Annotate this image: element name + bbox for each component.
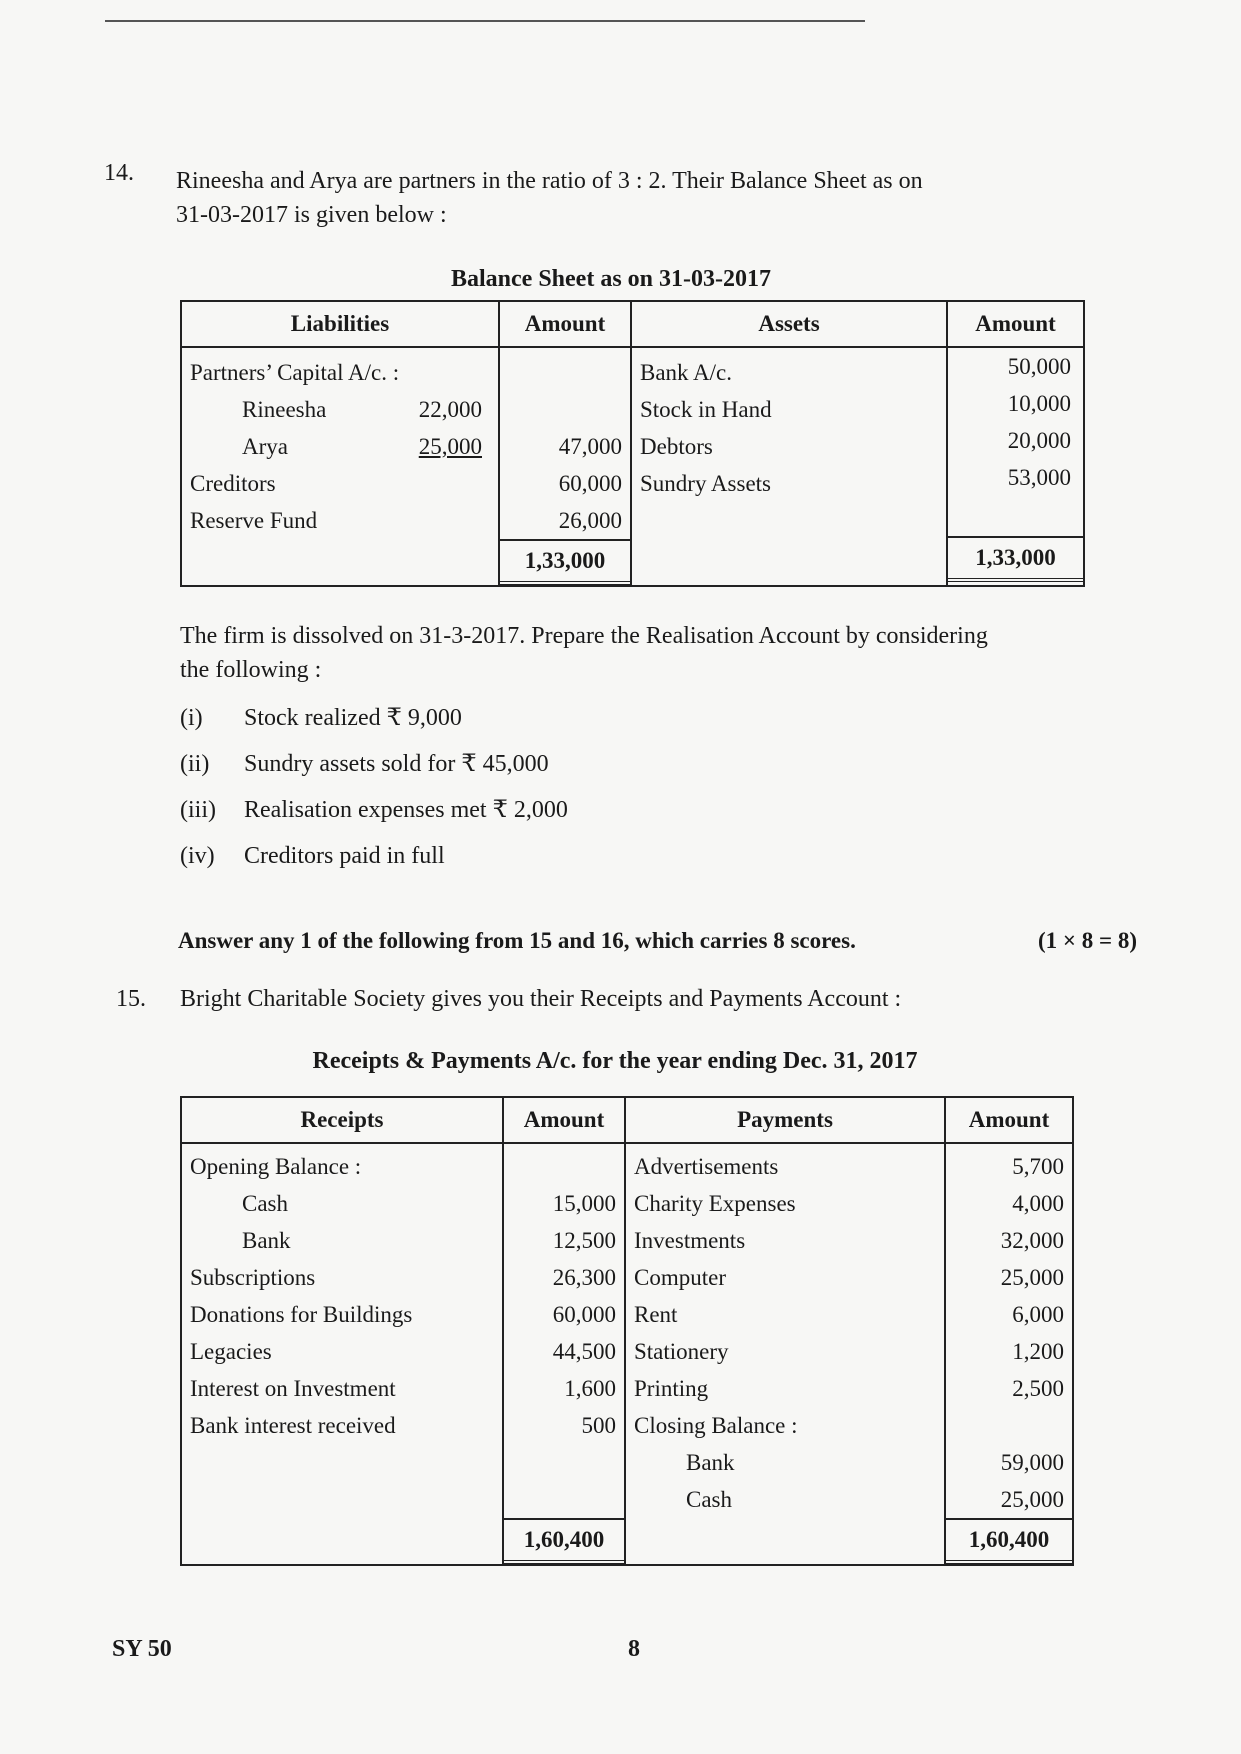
asset-amount: 53,000 <box>1007 465 1071 490</box>
item-text: Realisation expenses met ₹ 2,000 <box>244 797 568 823</box>
section-marks: (1 × 8 = 8) <box>1038 928 1138 953</box>
capital-label: Partners’ Capital A/c. : <box>190 360 400 385</box>
balance-sheet-caption: Balance Sheet as on 31-03-2017 <box>451 266 771 292</box>
receipt-name: Interest on Investment <box>190 1376 396 1401</box>
receipt-amount: 1,600 <box>564 1376 616 1401</box>
receipt-name: Opening Balance : <box>190 1154 362 1179</box>
header-payments: Payments <box>625 1097 945 1143</box>
blank-cell <box>190 539 490 585</box>
header-amount: Amount <box>503 1097 625 1143</box>
q14-task-line1: The firm is dissolved on 31-3-2017. Prepare the Realisation Account by considering <box>180 623 988 649</box>
payment-amount: 25,000 <box>1000 1265 1064 1290</box>
payment-name: Charity Expenses <box>634 1191 796 1216</box>
receipt-name: Cash <box>242 1191 288 1216</box>
payment-amount <box>946 1407 1072 1444</box>
receipt-amount: 15,000 <box>552 1191 616 1216</box>
item-text: Sundry assets sold for ₹ 45,000 <box>244 751 549 777</box>
receipt-amount <box>504 1148 624 1185</box>
receipt-name: Subscriptions <box>190 1265 316 1290</box>
partner-arya <box>190 428 490 465</box>
question-14-number: 14. <box>104 160 134 186</box>
balance-sheet-table <box>180 300 1085 587</box>
balance-sheet-header-row <box>181 301 1084 347</box>
receipt-amount: 500 <box>581 1413 616 1438</box>
item-text: Creditors paid in full <box>244 843 445 869</box>
header-amount: Amount <box>945 1097 1073 1143</box>
payment-amount: 59,000 <box>1000 1450 1064 1475</box>
header-amount: Amount <box>947 301 1084 347</box>
partner-rineesha <box>190 391 490 428</box>
payment-name: Stationery <box>634 1339 729 1364</box>
payment-amount: 2,500 <box>1012 1376 1064 1401</box>
assets-amount-column <box>947 347 1084 586</box>
payment-amount: 6,000 <box>1012 1302 1064 1327</box>
payment-name: Closing Balance : <box>634 1413 798 1438</box>
page-number: 8 <box>628 1636 640 1662</box>
blank-cell <box>500 391 630 428</box>
paper-code: SY 50 <box>112 1636 172 1662</box>
partner-capital: 25,000 <box>418 434 482 459</box>
payment-name: Computer <box>634 1265 726 1290</box>
header-assets: Assets <box>631 301 947 347</box>
asset-name: Debtors <box>640 434 713 459</box>
payments-column <box>625 1143 945 1565</box>
payment-amount: 1,200 <box>1012 1339 1064 1364</box>
blank-cell <box>504 1481 624 1518</box>
list-item <box>180 787 568 833</box>
asset-name: Bank A/c. <box>640 360 732 385</box>
partner-name: Rineesha <box>242 397 327 422</box>
q14-items-list <box>180 695 568 879</box>
section-instruction: Answer any 1 of the following from 15 and 16, which carries 8 scores. <box>178 928 856 953</box>
question-15-intro: Bright Charitable Society gives you their Receipts and Payments Account : <box>180 986 902 1012</box>
asset-amount: 50,000 <box>1007 354 1071 379</box>
payment-amount: 5,700 <box>1012 1154 1064 1179</box>
receipt-amount: 44,500 <box>552 1339 616 1364</box>
asset-amount: 10,000 <box>1007 391 1071 416</box>
receipts-payments-table <box>180 1096 1074 1566</box>
blank-cell <box>500 354 630 391</box>
blank-cell <box>504 1444 624 1481</box>
top-rule <box>105 20 865 22</box>
partner-capital: 22,000 <box>418 397 482 422</box>
payments-total: 1,60,400 <box>946 1518 1072 1564</box>
receipts-amount-column <box>503 1143 625 1565</box>
question-15-number: 15. <box>116 986 146 1012</box>
receipt-amount: 26,300 <box>552 1265 616 1290</box>
asset-name: Sundry Assets <box>640 471 771 496</box>
q14-task <box>180 619 1120 687</box>
payment-amount: 4,000 <box>1012 1191 1064 1216</box>
item-label: (iii) <box>180 797 216 823</box>
list-item <box>180 833 568 879</box>
reserve-amount: 26,000 <box>558 508 622 533</box>
item-label: (ii) <box>180 751 210 777</box>
liabilities-amount-column <box>499 347 631 586</box>
receipt-name: Legacies <box>190 1339 272 1364</box>
list-item <box>180 741 568 787</box>
q14-task-line2: the following : <box>180 657 322 683</box>
payment-name: Cash <box>686 1487 732 1512</box>
receipt-name: Bank <box>242 1228 291 1253</box>
item-label: (i) <box>180 705 203 731</box>
item-text: Stock realized ₹ 9,000 <box>244 705 462 731</box>
receipt-name: Bank interest received <box>190 1413 396 1438</box>
receipts-payments-header-row <box>181 1097 1073 1143</box>
liability-reserve-fund: Reserve Fund <box>190 508 318 533</box>
balance-sheet-body <box>181 347 1084 586</box>
creditors-amount: 60,000 <box>558 471 622 496</box>
receipts-payments-caption: Receipts & Payments A/c. for the year ending Dec. 31, 2017 <box>312 1048 918 1074</box>
liabilities-total: 1,33,000 <box>500 539 630 585</box>
header-liabilities: Liabilities <box>181 301 499 347</box>
payment-name: Bank <box>686 1450 735 1475</box>
receipt-name: Donations for Buildings <box>190 1302 413 1327</box>
item-label: (iv) <box>180 843 215 869</box>
asset-amount: 20,000 <box>1007 428 1071 453</box>
question-14-intro <box>176 164 1116 232</box>
receipts-total: 1,60,400 <box>504 1518 624 1564</box>
q14-intro-line1: Rineesha and Arya are partners in the ratio of 3 : 2. Their Balance Sheet as on <box>176 168 923 194</box>
assets-column <box>631 347 947 586</box>
header-receipts: Receipts <box>181 1097 503 1143</box>
assets-total: 1,33,000 <box>948 536 1083 582</box>
partner-name: Arya <box>242 434 288 459</box>
payment-name: Advertisements <box>634 1154 779 1179</box>
q14-intro-line2: 31-03-2017 is given below : <box>176 202 447 228</box>
payment-amount: 32,000 <box>1000 1228 1064 1253</box>
capital-total: 47,000 <box>558 434 622 459</box>
header-amount: Amount <box>499 301 631 347</box>
receipt-amount: 12,500 <box>552 1228 616 1253</box>
receipts-column <box>181 1143 503 1565</box>
receipts-payments-body <box>181 1143 1073 1565</box>
payment-name: Rent <box>634 1302 678 1327</box>
receipt-amount: 60,000 <box>552 1302 616 1327</box>
asset-name: Stock in Hand <box>640 397 772 422</box>
payment-name: Investments <box>634 1228 746 1253</box>
payments-amount-column <box>945 1143 1073 1565</box>
payment-amount: 25,000 <box>1000 1487 1064 1512</box>
liabilities-column <box>181 347 499 586</box>
payment-name: Printing <box>634 1376 709 1401</box>
liability-creditors: Creditors <box>190 471 276 496</box>
blank-cell <box>948 496 1083 536</box>
list-item <box>180 695 568 741</box>
